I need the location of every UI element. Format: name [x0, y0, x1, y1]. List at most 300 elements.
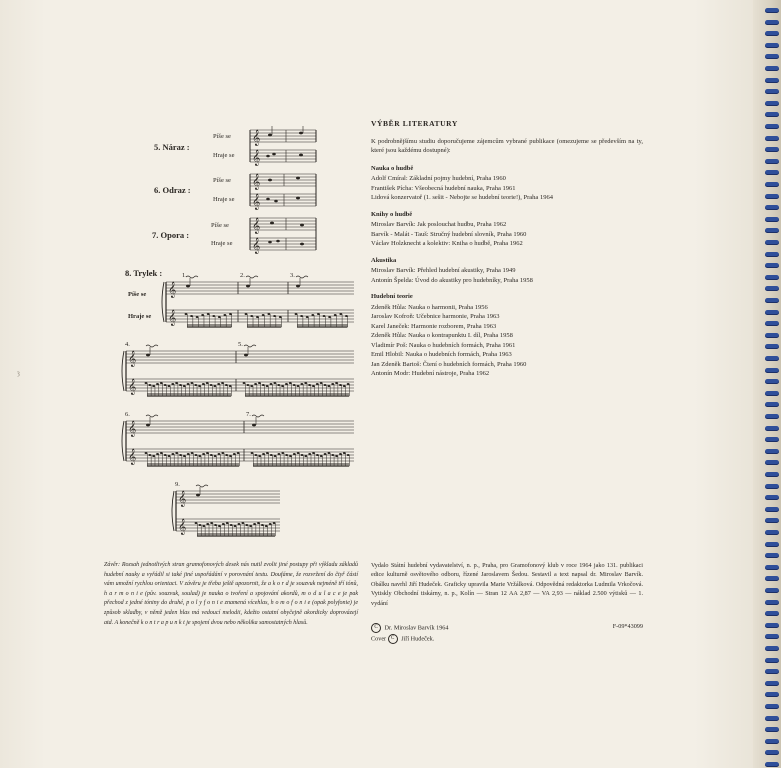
spiral-coil [765, 78, 779, 83]
spiral-coil [765, 484, 779, 489]
literature-item: Adolf Cmíral: Základní pojmy hudební, Praha 1960 [371, 175, 506, 182]
spiral-coil [765, 518, 779, 523]
notation-mark [148, 384, 151, 386]
notation-mark [210, 384, 213, 386]
notation-mark [254, 454, 257, 456]
trill-staff-1 [160, 274, 356, 336]
notation-mark: 𝄞 [168, 283, 177, 298]
notation-mark [273, 522, 276, 524]
spiral-coil [765, 611, 779, 616]
notation-mark [202, 453, 205, 455]
notation-mark [225, 384, 228, 386]
notation-mark [146, 415, 158, 417]
notation-mark [323, 315, 326, 317]
notation-mark [171, 453, 174, 455]
notation-mark [289, 382, 292, 384]
notation-mark [229, 313, 232, 315]
spiral-coil [765, 379, 779, 384]
spiral-coil [765, 333, 779, 338]
spiral-coil [765, 159, 779, 164]
spiral-coil [765, 368, 779, 373]
spiral-coil [765, 565, 779, 570]
notation-mark [251, 452, 254, 454]
notation-mark [270, 383, 273, 385]
spiral-coil [765, 716, 779, 721]
notation-mark [148, 454, 151, 456]
spiral-coil [765, 600, 779, 605]
notation-mark [312, 385, 315, 387]
spiral-coil [765, 112, 779, 117]
spiral-coil [765, 437, 779, 442]
spiral-coil [765, 147, 779, 152]
notation-mark [285, 383, 288, 385]
notation-mark [241, 522, 244, 524]
notation-mark [274, 455, 277, 457]
notation-mark [320, 382, 323, 384]
notation-mark [278, 453, 281, 455]
example-number: 5. [238, 341, 243, 348]
spiral-coil [765, 414, 779, 419]
literature-column [371, 119, 643, 386]
notation-mark [256, 316, 259, 318]
notation-mark [253, 523, 256, 525]
spiral-coil [765, 101, 779, 106]
copyright-symbol: C [388, 634, 398, 644]
literature-item: Václav Holzknecht a kolektiv: Kniha o hudbě, Praha 1962 [371, 240, 523, 247]
notation-mark [244, 345, 256, 347]
notation-mark [194, 384, 197, 386]
spiral-coil [765, 727, 779, 732]
notation-mark [156, 453, 159, 455]
spiral-coil [765, 8, 779, 13]
notation-mark [172, 491, 174, 531]
notation-mark [300, 383, 303, 385]
notation-mark [196, 485, 208, 487]
literature-section [371, 292, 643, 379]
notation-mark [250, 385, 253, 387]
notation-mark [339, 384, 342, 386]
cover-credit-line [371, 634, 434, 644]
literature-item: Vladimír Poš: Nauka o hudebních formách, Praha 1961 [371, 341, 516, 349]
ornament-staff-6 [246, 170, 318, 212]
margin-mark: ȝ [17, 369, 20, 377]
notation-mark [347, 383, 350, 385]
notation-mark: 𝄞 [178, 520, 187, 535]
notation-mark [210, 454, 213, 456]
svg-text:𝄞: 𝄞 [252, 219, 261, 234]
copyright-line [371, 623, 643, 633]
spiral-binding [753, 0, 781, 768]
literature-section-heading: Knihy o hudbě [371, 210, 413, 218]
spiral-coil [765, 669, 779, 674]
spiral-coil [765, 31, 779, 36]
spiral-coil [765, 286, 779, 291]
notation-mark [261, 524, 264, 526]
notation-mark [296, 285, 300, 288]
notation-mark [289, 455, 292, 457]
notation-mark [327, 385, 330, 387]
notation-mark [160, 452, 163, 454]
notation-mark [269, 523, 272, 525]
svg-text:𝄞: 𝄞 [252, 239, 261, 254]
notation-mark [146, 424, 150, 427]
notation-mark [295, 313, 298, 315]
spiral-coil [765, 692, 779, 697]
notation-mark [222, 523, 225, 525]
notation-mark [331, 383, 334, 385]
notation-mark [210, 522, 213, 524]
notation-mark [320, 455, 323, 457]
copyright-symbol: C [371, 623, 381, 633]
spiral-coil [765, 472, 779, 477]
literature-section-heading: Akustika [371, 256, 397, 264]
literature-item: Antonín Modr: Hudební nástroje, Praha 1962 [371, 370, 490, 377]
notation-mark [171, 383, 174, 385]
notation-mark [311, 314, 314, 316]
notation-mark [339, 313, 342, 315]
write-label: Píše se [213, 177, 231, 184]
spiral-coil [765, 623, 779, 628]
notation-mark [207, 313, 210, 315]
spiral-coil [765, 205, 779, 210]
notation-mark [145, 382, 148, 384]
play-label: Hraje se [213, 152, 235, 159]
notation-mark [229, 455, 232, 457]
notation-mark [218, 525, 221, 527]
notation-mark [246, 384, 249, 386]
notation-mark [238, 523, 241, 525]
notation-mark [262, 314, 265, 316]
ornament-staff-7 [246, 214, 318, 256]
spiral-coil [765, 449, 779, 454]
spiral-coil [765, 321, 779, 326]
notation-mark [186, 285, 190, 288]
ornament-staff-5 [246, 126, 318, 168]
notation-mark [293, 453, 296, 455]
notation-mark [343, 385, 346, 387]
imprint-text: Vydalo Státní hudební vydavatelství, n. p., Praha, pro Gramofonový klub v roce 1964 jako 131. publikaci edice kulturně osvětového odboru, řízené Jaroslavem Šedou. Sestavil a text napsal dr. Miroslav Barvík. Obálku navrhl Jiří Hudeček. Graficky upravila Marie Vržálková. Odpovědná redaktorka Ludmila Vrkočová. Vytiskly Obchodní tiskárny, n. p., Kolín — Stran 12 AA 2,87 — VA 2,93 — náklad 2.500 výtisků — 1. vydání [371, 562, 643, 607]
notation-mark [265, 525, 268, 527]
literature-item: Emil Hlobil: Nauka o hudebních formách, Praha 1963 [371, 351, 512, 358]
notation-mark [324, 384, 327, 386]
spiral-coil [765, 66, 779, 71]
spiral-coil [765, 182, 779, 187]
notation-mark [273, 315, 276, 317]
cover-credit: Jiří Hudeček. [401, 635, 435, 643]
spiral-coil [765, 391, 779, 396]
literature-item: Antonín Špelda: Úvod do akustiky pro hudebníky, Praha 1958 [371, 276, 533, 284]
spiral-coil [765, 54, 779, 59]
spiral-coil [765, 658, 779, 663]
notation-mark [221, 382, 224, 384]
literature-item: Jan Zdeněk Bartoš: Čtení o hudebních formách, Praha 1960 [371, 360, 527, 368]
literature-item: Miroslav Barvík: Jak poslouchat hudbu, Praha 1962 [371, 221, 507, 228]
notation-mark [254, 383, 257, 385]
notation-mark [223, 314, 226, 316]
notation-mark [234, 525, 237, 527]
spiral-coil [765, 681, 779, 686]
notation-mark [343, 452, 346, 454]
notation-mark [304, 382, 307, 384]
spiral-coil [765, 704, 779, 709]
notation-mark [206, 452, 209, 454]
svg-text:𝄞: 𝄞 [252, 131, 261, 146]
spiral-coil [765, 124, 779, 129]
spiral-coil [765, 356, 779, 361]
notation-mark [335, 382, 338, 384]
spiral-coil [765, 298, 779, 303]
literature-item: Barvík - Malát - Tauš: Stručný hudební slovník, Praha 1960 [371, 230, 527, 238]
notation-mark [306, 316, 309, 318]
spiral-coil [765, 530, 779, 535]
notation-mark [175, 382, 178, 384]
notation-mark [246, 285, 250, 288]
spiral-coil [765, 310, 779, 315]
trill-staff-2 [120, 343, 356, 401]
spiral-coil [765, 495, 779, 500]
notation-mark [196, 316, 199, 318]
notation-mark: 𝄞 [168, 311, 177, 326]
notation-mark [164, 454, 167, 456]
spiral-coil [765, 542, 779, 547]
spiral-coil [765, 263, 779, 268]
notation-mark [244, 354, 248, 357]
notation-mark [297, 452, 300, 454]
notation-mark [249, 525, 252, 527]
notation-mark [191, 452, 194, 454]
notation-mark [201, 314, 204, 316]
notation-mark [175, 452, 178, 454]
literature-sections [371, 164, 643, 379]
notation-mark [160, 382, 163, 384]
notation-mark [168, 455, 171, 457]
notation-mark: 𝄞 [128, 380, 137, 395]
notation-mark [281, 385, 284, 387]
spiral-coil [765, 228, 779, 233]
spiral-coil [765, 344, 779, 349]
notation-mark [258, 455, 261, 457]
spiral-coil [765, 240, 779, 245]
literature-item: Jaroslav Kofroň: Učebnice harmonie, Praha 1963 [371, 313, 500, 320]
notation-mark [300, 315, 303, 317]
notation-mark [279, 316, 282, 318]
notation-mark [213, 385, 216, 387]
notation-mark [168, 385, 171, 387]
svg-text:𝄞: 𝄞 [252, 175, 261, 190]
notation-mark [122, 351, 124, 391]
notation-mark [345, 315, 348, 317]
notation-mark [152, 385, 155, 387]
copyright-holder: Dr. Miroslav Barvík 1964 [384, 624, 449, 632]
notation-mark [152, 455, 155, 457]
spiral-coil [765, 252, 779, 257]
notation-mark [196, 494, 200, 497]
spiral-coil [765, 576, 779, 581]
spiral-coil [765, 762, 779, 767]
literature-item: Zdeněk Hůla: Nauka o harmonii, Praha 1956 [371, 303, 488, 311]
notation-mark [245, 524, 248, 526]
notation-mark [245, 313, 248, 315]
notation-mark [218, 453, 221, 455]
notation-mark [304, 455, 307, 457]
notation-mark [347, 454, 350, 456]
cover-prefix: Cover [371, 635, 387, 643]
notation-mark [273, 382, 276, 384]
literature-section [371, 164, 643, 203]
spiral-coil [765, 426, 779, 431]
spiral-coil [765, 170, 779, 175]
literature-title: VÝBĚR LITERATURY [371, 119, 458, 128]
spiral-coil [765, 553, 779, 558]
notation-mark [146, 345, 158, 347]
notation-mark [233, 453, 236, 455]
notation-mark [339, 453, 342, 455]
svg-text:𝄞: 𝄞 [252, 195, 261, 210]
notation-mark [293, 384, 296, 386]
spiral-coil [765, 402, 779, 407]
notation-mark [266, 385, 269, 387]
notation-mark [187, 383, 190, 385]
notation-mark [195, 454, 198, 456]
notation-mark [183, 385, 186, 387]
notation-mark [230, 524, 233, 526]
notation-mark [252, 415, 264, 417]
write-label: Píše se [213, 133, 231, 140]
notation-mark: 𝄞 [128, 422, 137, 437]
notation-mark [146, 354, 150, 357]
spiral-coil [765, 646, 779, 651]
notation-mark [191, 382, 194, 384]
notation-mark [212, 315, 215, 317]
spiral-coil [765, 507, 779, 512]
notation-mark [162, 282, 164, 322]
example-number: 1. [182, 272, 187, 279]
notation-mark [214, 524, 217, 526]
svg-text:𝄞: 𝄞 [252, 151, 261, 166]
notation-mark [185, 313, 188, 315]
notation-mark [187, 453, 190, 455]
notation-mark [122, 421, 124, 461]
notation-mark: 𝄞 [128, 450, 137, 465]
trill-label: 8. Trylek : [125, 268, 163, 278]
notation-mark [258, 382, 261, 384]
spiral-coil [765, 89, 779, 94]
notation-mark [297, 385, 300, 387]
notation-mark [285, 454, 288, 456]
notation-mark [237, 452, 240, 454]
notation-mark [267, 313, 270, 315]
spiral-coil [765, 43, 779, 48]
notation-mark [179, 454, 182, 456]
conclusion-text: Závěr: Rozsah jednotlivých stran gramofonových desek nás nutil zvolit jiné postupy při výkladu základů hudební nauky a vyřádil si také jiné uspořádání v porovnání textu. Doufáme, že rozvržení do čtyř částí vám umožní rychlou orientaci. V závěru je třeba ještě upozornit, že a k o r d je souzvuk nejméně tří tónů, h a r m o n i e (pův. souzvuk, soulad) je nauka o tvoření a spojování akordů, m o d u l a c e je pak přechod z jedné tóniny do druhé, p o l y f o n i e znamená vícehlas, h o m o f o n i e (opak polyfonie) je způsob skladby, v němž jeden hlas má vedoucí melodii, kdežto ostatní obyčejně akordicky doprovázejí atd. A konečně k o n t r a p u n k t je spojení dvou nebo několika samostatných hlasů. [104, 562, 358, 626]
item-label: 6. Odraz : [154, 185, 191, 195]
spiral-coil [765, 136, 779, 141]
notation-mark [190, 315, 193, 317]
notation-mark [246, 276, 258, 278]
notation-mark [145, 452, 148, 454]
play-label: Hraje se [213, 196, 235, 203]
notation-mark [164, 384, 167, 386]
notation-mark [206, 523, 209, 525]
literature-item: Miroslav Barvík: Přehled hudební akustiky, Praha 1949 [371, 267, 516, 274]
example-number: 3. [290, 272, 295, 279]
notation-mark [214, 455, 217, 457]
notation-mark [281, 452, 284, 454]
notation-mark [328, 316, 331, 318]
notation-mark [266, 452, 269, 454]
literature-item: Zdeněk Hůla: Nauka o kontrapunktu I. díl, Praha 1958 [371, 332, 513, 339]
notation-mark [270, 454, 273, 456]
play-label: Hraje se [128, 313, 152, 320]
notation-mark [229, 385, 232, 387]
notation-mark [186, 276, 198, 278]
literature-item: Lidová konzervatoř (1. sešit - Nebojte se hudební teorie!), Praha 1964 [371, 194, 553, 201]
spiral-coil [765, 460, 779, 465]
spiral-coil [765, 194, 779, 199]
notation-mark [331, 454, 334, 456]
notation-mark [202, 525, 205, 527]
spiral-coil [765, 588, 779, 593]
example-number: 7. [246, 411, 251, 418]
notation-mark [252, 424, 256, 427]
notation-mark [308, 384, 311, 386]
play-label: Hraje se [211, 240, 233, 247]
example-number: 9. [175, 481, 180, 488]
spiral-coil [765, 20, 779, 25]
literature-section [371, 256, 643, 286]
notation-mark [317, 313, 320, 315]
notation-mark [328, 452, 331, 454]
example-number: 4. [125, 341, 130, 348]
notation-mark [198, 385, 201, 387]
notation-mark [262, 384, 265, 386]
notation-mark [243, 382, 246, 384]
notation-mark [156, 383, 159, 385]
catalog-number: F-09*43099 [612, 623, 643, 630]
trill-staff-3 [120, 413, 356, 471]
literature-intro: K podrobnějšímu studiu doporučujeme zájemcům vybrané publikace (omezujeme se především na ty, které jsou každému dostupné): [371, 137, 643, 154]
write-label: Píše se [128, 291, 147, 298]
notation-mark [217, 383, 220, 385]
notation-mark [335, 455, 338, 457]
notation-mark [226, 522, 229, 524]
item-label: 5. Náraz : [154, 142, 190, 152]
spiral-coil [765, 750, 779, 755]
notation-mark [195, 522, 198, 524]
notation-mark [250, 315, 253, 317]
notation-mark [206, 382, 209, 384]
spiral-coil [765, 634, 779, 639]
literature-item: Karel Janeček: Harmonie rozborem, Praha 1963 [371, 322, 497, 330]
notation-mark [183, 455, 186, 457]
notation-mark [199, 524, 202, 526]
trill-staff-4 [170, 483, 282, 539]
notation-mark [296, 276, 308, 278]
literature-item: František Pícha: Všeobecná hudební nauka, Praha 1961 [371, 184, 516, 192]
literature-section-heading: Nauka o hudbě [371, 164, 414, 172]
notation-mark [312, 452, 315, 454]
write-label: Píše se [211, 222, 229, 229]
notation-mark [316, 454, 319, 456]
example-number: 6. [125, 411, 130, 418]
spiral-coil [765, 739, 779, 744]
notation-mark [308, 453, 311, 455]
notation-mark [324, 453, 327, 455]
literature-section-heading: Hudební teorie [371, 293, 413, 300]
notation-mark [334, 314, 337, 316]
notation-mark [202, 383, 205, 385]
notation-mark [198, 455, 201, 457]
